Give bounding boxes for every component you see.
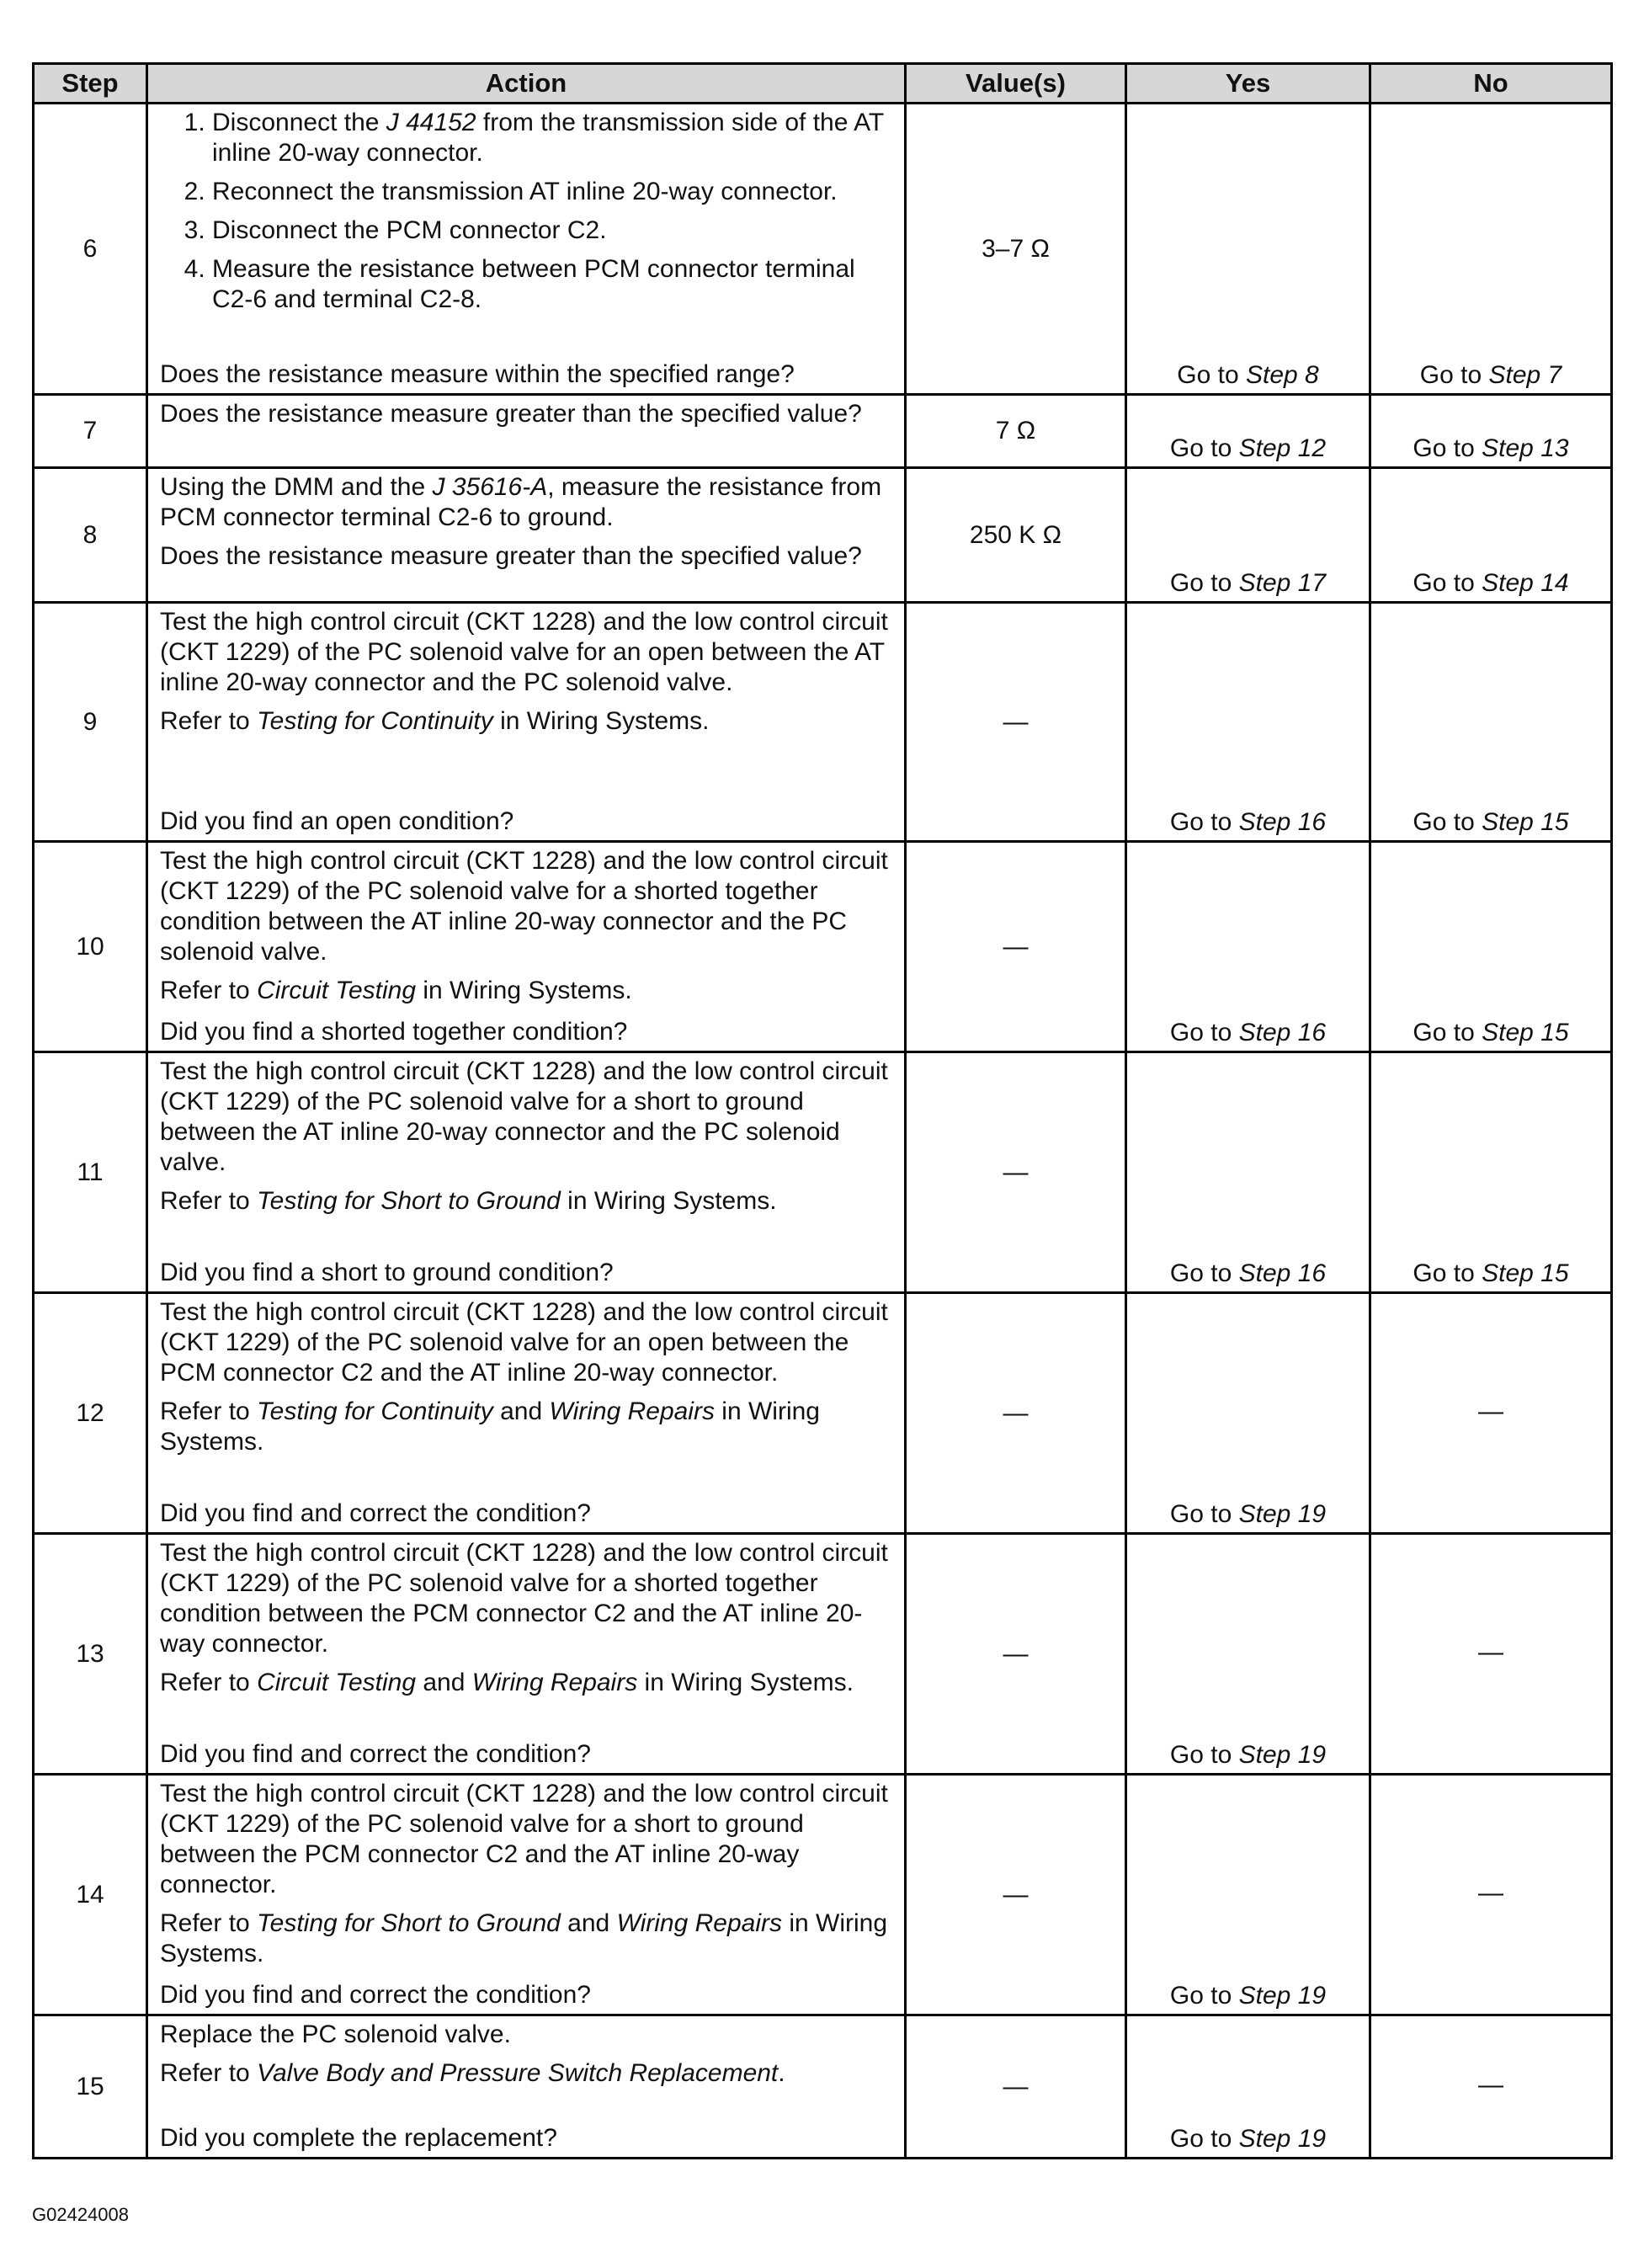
no-cell: —: [1370, 1293, 1612, 1534]
action-question: Does the resistance measure greater than the specified value?: [160, 400, 862, 428]
header-row: [34, 64, 1612, 104]
action-cell: [147, 2015, 906, 2159]
action-refer: Refer to Circuit Testing in Wiring Systems.: [160, 977, 632, 1004]
step-number: 15: [34, 2015, 147, 2159]
no-cell: Go to Step 15: [1370, 603, 1612, 842]
action-cell: [147, 1534, 906, 1775]
action-question: Did you find and correct the condition?: [160, 1981, 591, 2009]
table-row: [34, 1534, 1612, 1775]
table-row: [34, 603, 1612, 842]
table-row: [34, 1775, 1612, 2015]
action-cell: [147, 1293, 906, 1534]
action-refer: Refer to Testing for Continuity in Wiring Systems.: [160, 707, 710, 735]
step-number: 9: [34, 603, 147, 842]
no-cell: Go to Step 15: [1370, 1052, 1612, 1293]
action-cell: [147, 603, 906, 842]
action-refer: Refer to Testing for Continuity and Wiring Repairs in Wiring Systems.: [160, 1398, 820, 1456]
action-question: Does the resistance measure greater than the specified value?: [160, 542, 862, 570]
diagnostic-table: [32, 62, 1613, 2159]
step-number: 10: [34, 842, 147, 1052]
step-number: 11: [34, 1052, 147, 1293]
no-cell: Go to Step 13: [1370, 395, 1612, 468]
no-cell: Go to Step 14: [1370, 468, 1612, 603]
action-text: Test the high control circuit (CKT 1228) and the low control circuit (CKT 1229) of the PC solenoid valve for an open between the AT inline 20-way connector and the PC solenoid valve.: [160, 608, 888, 696]
no-cell: Go to Step 15: [1370, 842, 1612, 1052]
action-cell: [147, 468, 906, 603]
table-row: [34, 1052, 1612, 1293]
no-cell: Go to Step 7: [1370, 104, 1612, 395]
yes-cell: Go to Step 19: [1126, 1534, 1370, 1775]
action-cell: [147, 395, 906, 468]
action-cell: [147, 104, 906, 395]
value-cell: —: [906, 1052, 1126, 1293]
action-text: Test the high control circuit (CKT 1228) and the low control circuit (CKT 1229) of the PC solenoid valve for a shorted together condition between the PCM connector C2 and the AT inline 20-way connector.: [160, 1539, 888, 1658]
step-number: 12: [34, 1293, 147, 1534]
step-number: 14: [34, 1775, 147, 2015]
action-text: Test the high control circuit (CKT 1228) and the low control circuit (CKT 1229) of the PC solenoid valve for a shorted together condition between the AT inline 20-way connector and the PC solenoid valve.: [160, 847, 888, 966]
action-refer: Refer to Testing for Short to Ground in Wiring Systems.: [160, 1187, 777, 1215]
action-refer: Refer to Valve Body and Pressure Switch Replacement.: [160, 2059, 785, 2087]
value-cell: 3–7 Ω: [906, 104, 1126, 395]
no-cell: —: [1370, 1775, 1612, 2015]
action-question: Did you find a short to ground condition?: [160, 1259, 614, 1286]
table-row: [34, 468, 1612, 603]
step-number: 13: [34, 1534, 147, 1775]
action-text: Test the high control circuit (CKT 1228) and the low control circuit (CKT 1229) of the PC solenoid valve for a short to ground between the PCM connector C2 and the AT inline 20-way connector.: [160, 1780, 888, 1898]
value-cell: —: [906, 842, 1126, 1052]
diagnostic-table-page: [32, 62, 1610, 2159]
action-text: Replace the PC solenoid valve.: [160, 2020, 511, 2048]
step-number: 7: [34, 395, 147, 468]
action-question: Did you find and correct the condition?: [160, 1499, 591, 1527]
action-text: Test the high control circuit (CKT 1228) and the low control circuit (CKT 1229) of the PC solenoid valve for an open between the PCM connector C2 and the AT inline 20-way connector.: [160, 1298, 888, 1387]
action-cell: [147, 1052, 906, 1293]
yes-cell: Go to Step 19: [1126, 1775, 1370, 2015]
figure-id: G02424008: [32, 2204, 129, 2225]
action-cell: [147, 842, 906, 1052]
value-cell: 250 K Ω: [906, 468, 1126, 603]
yes-cell: Go to Step 19: [1126, 1293, 1370, 1534]
action-question: Did you find a shorted together condition?: [160, 1018, 628, 1046]
action-list: [160, 108, 894, 315]
step-number: 8: [34, 468, 147, 603]
action-question: Did you complete the replacement?: [160, 2124, 557, 2152]
step-number: 6: [34, 104, 147, 395]
table-row: [34, 1293, 1612, 1534]
table-row: [34, 395, 1612, 468]
value-cell: —: [906, 1293, 1126, 1534]
value-cell: 7 Ω: [906, 395, 1126, 468]
list-item: 2. Reconnect the transmission AT inline 20-way connector.: [212, 177, 894, 207]
table-row: [34, 2015, 1612, 2159]
yes-cell: Go to Step 19: [1126, 2015, 1370, 2159]
value-cell: —: [906, 1534, 1126, 1775]
header-action: Action: [147, 64, 906, 104]
action-cell: [147, 1775, 906, 2015]
no-cell: —: [1370, 1534, 1612, 1775]
list-item: 3. Disconnect the PCM connector C2.: [212, 216, 894, 246]
yes-cell: Go to Step 17: [1126, 468, 1370, 603]
yes-cell: Go to Step 16: [1126, 842, 1370, 1052]
action-text: Test the high control circuit (CKT 1228) and the low control circuit (CKT 1229) of the PC solenoid valve for a short to ground between the AT inline 20-way connector and the PC solenoid valve.: [160, 1057, 888, 1176]
yes-cell: Go to Step 8: [1126, 104, 1370, 395]
yes-cell: Go to Step 16: [1126, 1052, 1370, 1293]
action-text: Using the DMM and the J 35616-A, measure the resistance from PCM connector terminal C2-6 to ground.: [160, 473, 882, 531]
header-no: No: [1370, 64, 1612, 104]
action-refer: Refer to Testing for Short to Ground and Wiring Repairs in Wiring Systems.: [160, 1909, 888, 1967]
table-row: [34, 104, 1612, 395]
action-question: Did you find an open condition?: [160, 807, 514, 835]
value-cell: —: [906, 603, 1126, 842]
yes-cell: Go to Step 16: [1126, 603, 1370, 842]
list-item: 4. Measure the resistance between PCM connector terminal C2-6 and terminal C2-8.: [212, 254, 894, 315]
value-cell: —: [906, 2015, 1126, 2159]
action-question: Does the resistance measure within the specified range?: [160, 360, 795, 388]
action-question: Did you find and correct the condition?: [160, 1740, 591, 1768]
no-cell: —: [1370, 2015, 1612, 2159]
yes-cell: Go to Step 12: [1126, 395, 1370, 468]
action-refer: Refer to Circuit Testing and Wiring Repairs in Wiring Systems.: [160, 1669, 854, 1696]
header-values: Value(s): [906, 64, 1126, 104]
header-step: Step: [34, 64, 147, 104]
header-yes: Yes: [1126, 64, 1370, 104]
value-cell: —: [906, 1775, 1126, 2015]
table-row: [34, 842, 1612, 1052]
list-item: 1. Disconnect the J 44152 from the transmission side of the AT inline 20-way connector.: [212, 108, 894, 168]
